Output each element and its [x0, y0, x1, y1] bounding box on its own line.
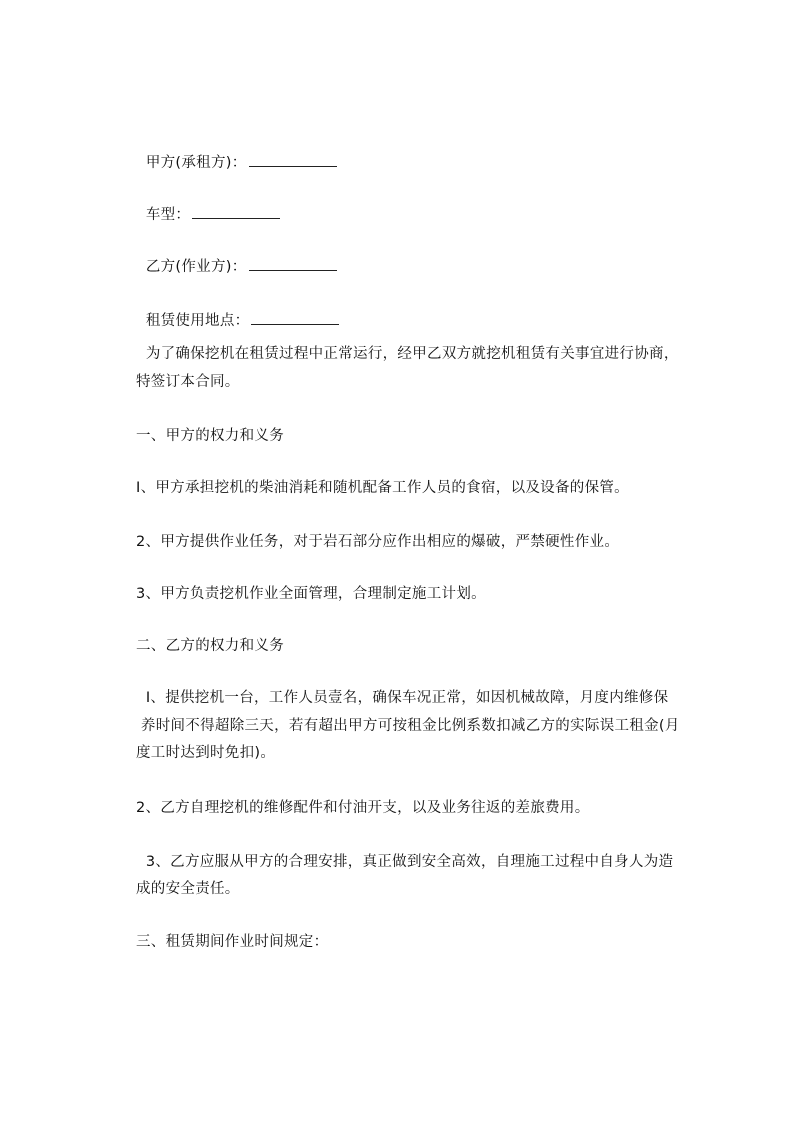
section-2-heading: 二、乙方的权力和义务 [136, 638, 284, 654]
section-1-item-3: 3、甲方负责挖机作业全面管理，合理制定施工计划。 [136, 586, 486, 602]
section-2-item-3-line-1: 3、乙方应服从甲方的合理安排，真正做到安全高效，自理施工过程中自身人为造 [136, 854, 674, 870]
location-label: 租赁使用地点： [145, 313, 250, 329]
intro-line-2: 特签订本合同。 [136, 374, 240, 390]
party-a-label: 甲方(承租方)： [145, 155, 247, 171]
section-1-item-2: 2、甲方提供作业任务，对于岩石部分应作出相应的爆破，严禁硬性作业。 [136, 534, 620, 550]
section-1-heading: 一、甲方的权力和义务 [136, 428, 284, 444]
section-2-item-3-line-2: 成的安全责任。 [136, 881, 240, 897]
section-2-item-1-line-2: 养时间不得超除三天，若有超出甲方可按租金比例系数扣减乙方的实际误工租金(月 [136, 718, 680, 734]
vehicle-label: 车型： [145, 207, 191, 223]
section-2-item-2: 2、乙方自理挖机的维修配件和付油开支，以及业务往返的差旅费用。 [136, 800, 590, 816]
section-1-item-1: Ⅰ、甲方承担挖机的柴油消耗和随机配备工作人员的食宿，以及设备的保管。 [136, 480, 629, 496]
section-2-item-1-line-1: Ⅰ、提供挖机一台，工作人员壹名，确保车况正常，如因机械故障，月度内维修保 [136, 690, 669, 706]
party-a-blank[interactable] [249, 152, 337, 167]
party-a-field [136, 132, 337, 173]
location-blank[interactable] [251, 310, 339, 325]
vehicle-blank[interactable] [192, 204, 280, 219]
section-2-item-1-line-3: 度工时达到时免扣)。 [136, 745, 276, 761]
party-b-field [136, 236, 337, 277]
vehicle-field [136, 184, 280, 225]
party-b-label: 乙方(作业方)： [145, 259, 247, 275]
section-3-heading: 三、租赁期间作业时间规定： [136, 934, 329, 950]
party-b-blank[interactable] [249, 256, 337, 271]
intro-line-1: 为了确保挖机在租赁过程中正常运行，经甲乙双方就挖机租赁有关事宜进行协商， [136, 346, 679, 362]
location-field [136, 290, 339, 331]
